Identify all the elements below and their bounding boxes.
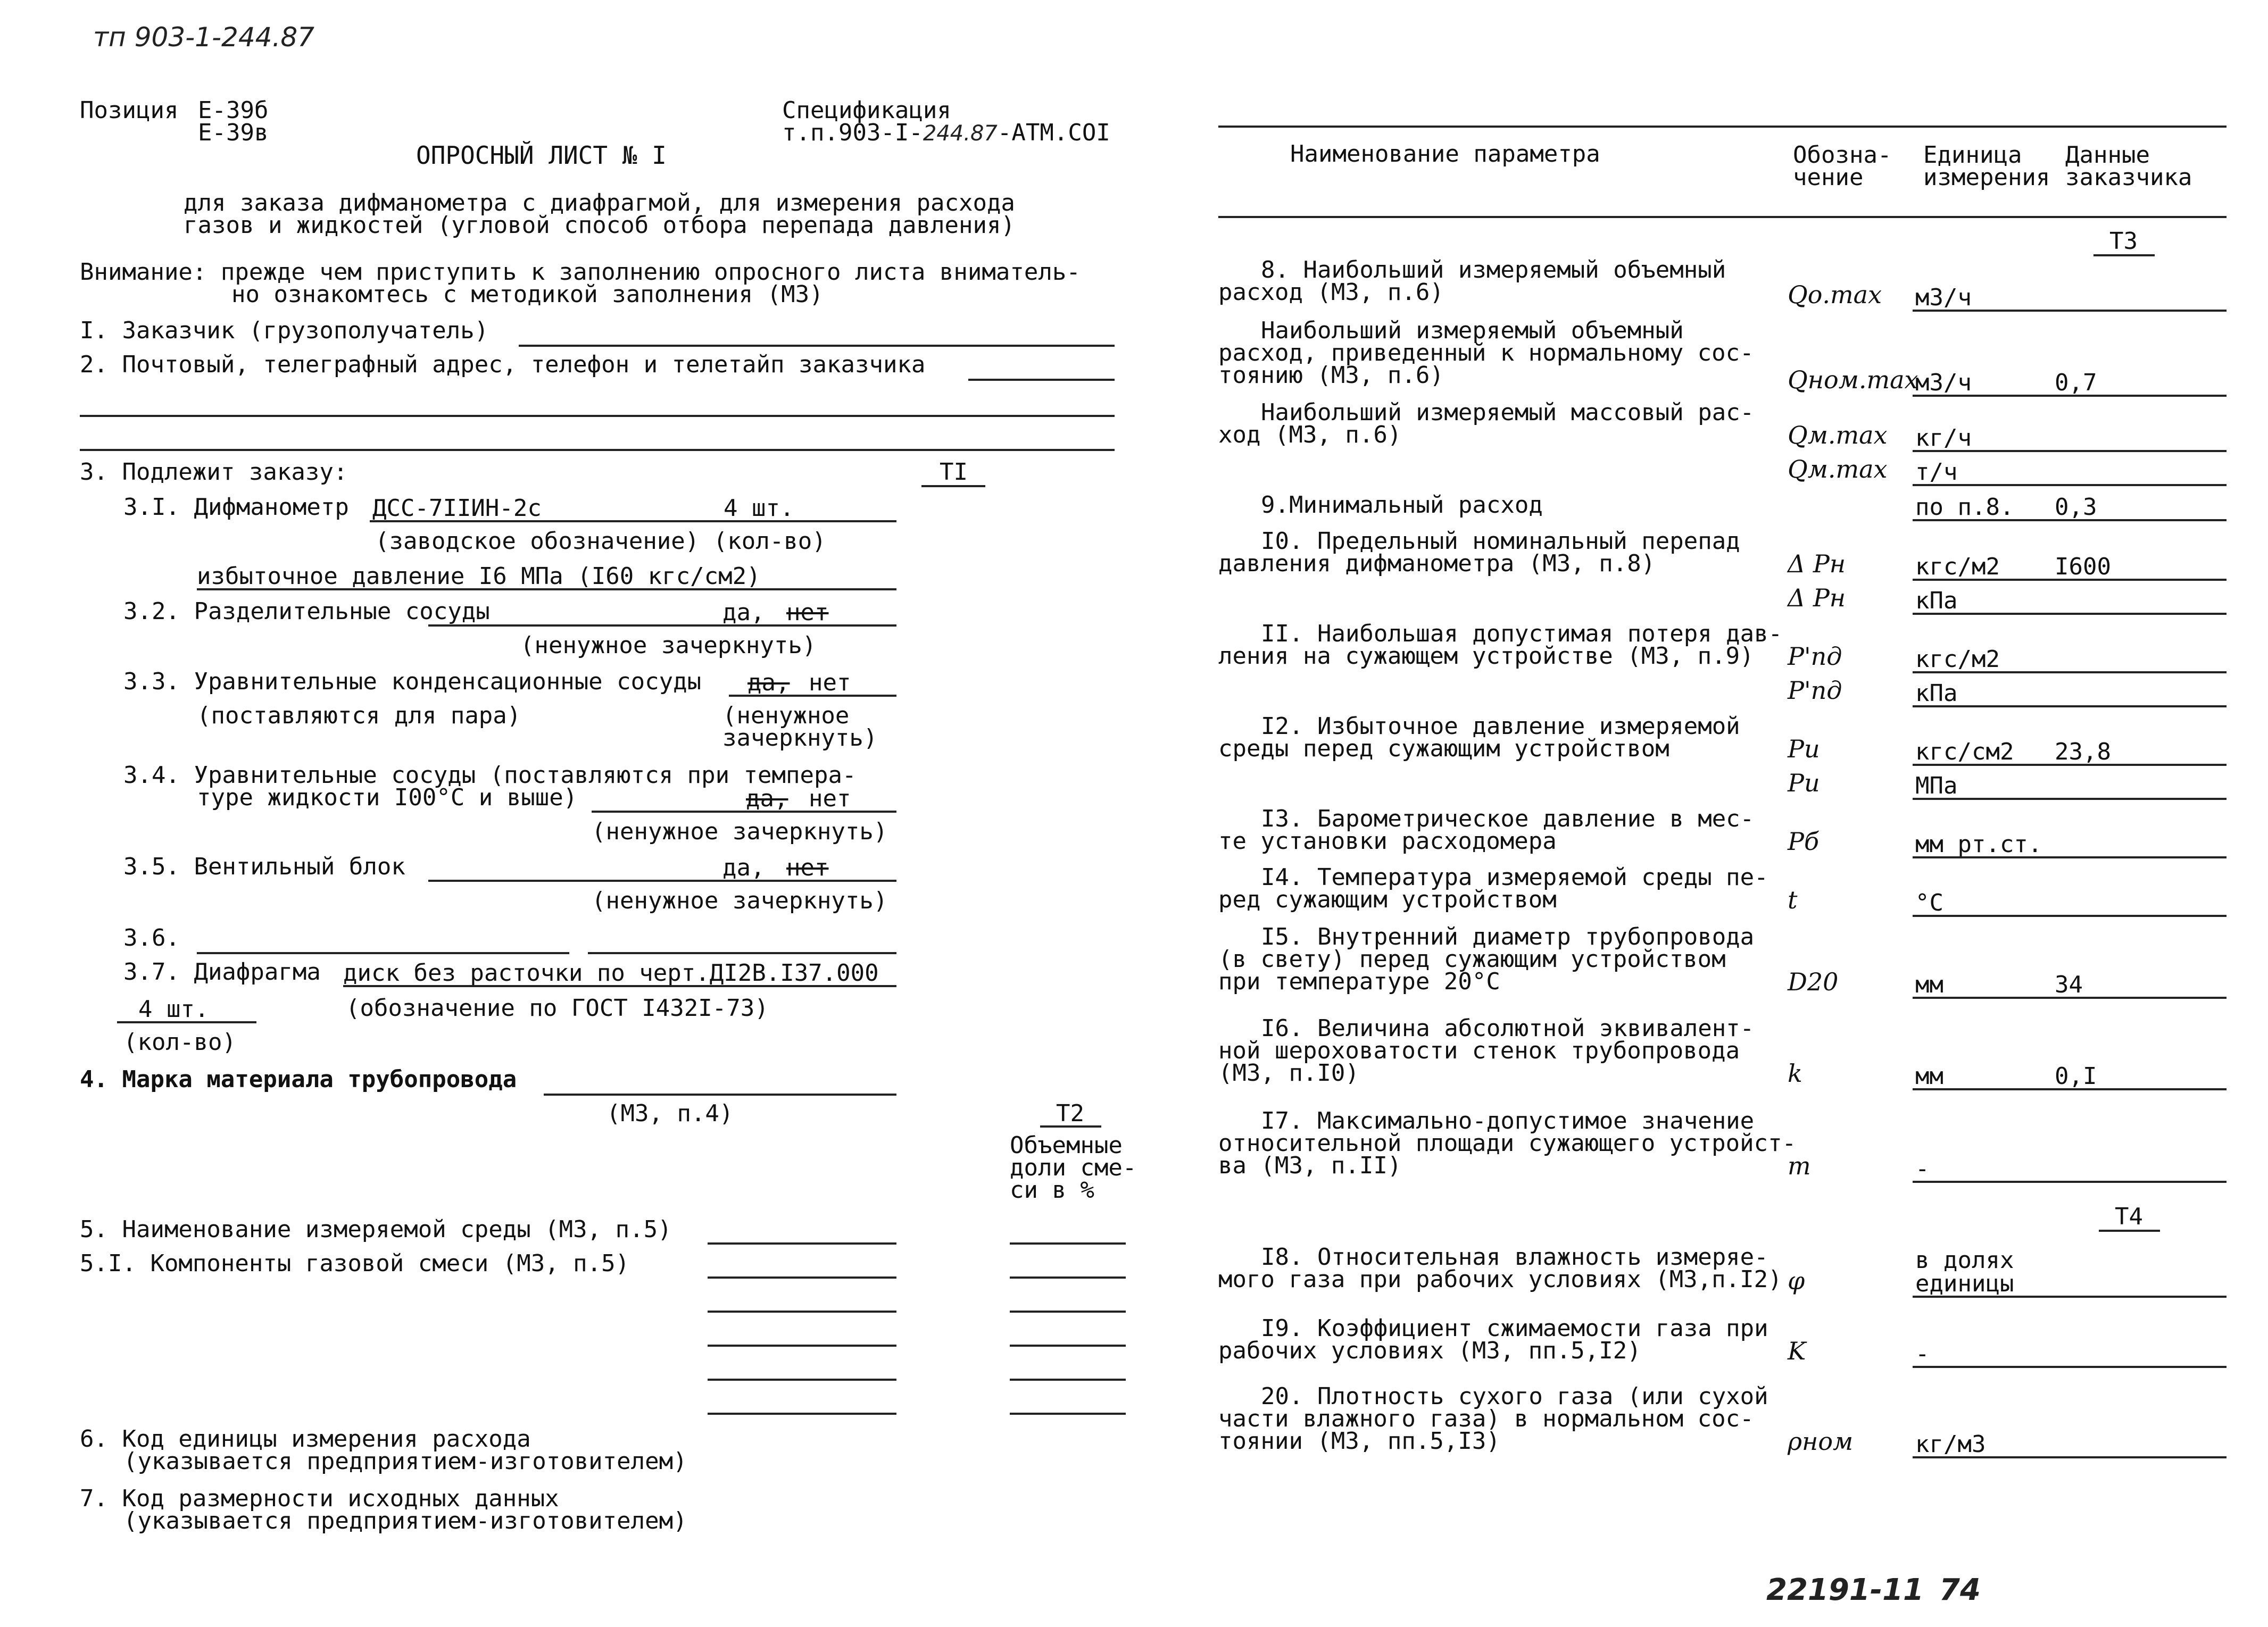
param-fill-line — [1913, 310, 2227, 312]
param-label-line: I2. Избыточное давление измеряемой — [1261, 713, 1740, 740]
item-4-note: (МЗ, п.4) — [607, 1100, 734, 1127]
param-symbol: Qм.max — [1788, 421, 1888, 449]
table-header-rule — [1218, 216, 2227, 218]
comp-frac-line-5 — [1010, 1413, 1126, 1415]
param-fill-line — [1913, 764, 2227, 766]
item-3-1-pressure: избыточное давление I6 МПа (I60 кгс/см2) — [197, 563, 761, 590]
spec-code: т.п.903-I-244.87-АТМ.СОI — [782, 119, 1110, 146]
item-7-line-2: (указывается предприятием-изготовителем) — [123, 1507, 687, 1534]
vol-frac-1: Объемные — [1010, 1132, 1123, 1159]
param-unit: м3/ч — [1915, 284, 1972, 311]
param-unit: кПа — [1915, 680, 1958, 707]
position-2: Е-39в — [198, 119, 269, 146]
param-fill-line — [1913, 671, 2227, 673]
param-symbol: D20 — [1788, 967, 1839, 996]
param-fill-line — [1913, 1296, 2227, 1298]
param-value: 34 — [2055, 971, 2083, 998]
col-unit-header-2: измерения — [1923, 164, 2050, 191]
param-label-line: ной шероховатости стенок трубопровода — [1218, 1037, 1740, 1064]
item-3-3-label: 3.3. Уравнительные конденсационные сосуды — [123, 668, 702, 695]
vol-frac-3: си в % — [1010, 1177, 1094, 1204]
param-fill-line — [1913, 705, 2227, 707]
param-label-line: Наибольший измеряемый объемный — [1261, 317, 1684, 344]
table-top-rule — [1218, 126, 2227, 128]
item-3-4-note: (ненужное зачеркнуть) — [592, 818, 888, 845]
item-3-1-qty: 4 шт. — [724, 495, 794, 522]
param-unit: - — [1915, 1155, 1930, 1182]
col-data-header-1: Данные — [2065, 141, 2150, 169]
param-fill-line — [1913, 798, 2227, 800]
item-6-line-2: (указывается предприятием-изготовителем) — [123, 1448, 687, 1475]
item-3-3-line — [729, 695, 896, 697]
param-symbol: Pи — [1788, 769, 1820, 797]
param-fill-line — [1913, 1456, 2227, 1458]
item-3-5-note: (ненужное зачеркнуть) — [592, 887, 888, 914]
footer-page: 74 — [1939, 1573, 1981, 1607]
param-value: 0,3 — [2055, 494, 2097, 521]
item-5-label: 5. Наименование измеряемой среды (МЗ, п.5) — [80, 1216, 672, 1243]
item-3-7-qty: 4 шт. — [138, 996, 209, 1023]
comp-frac-line-3 — [1010, 1345, 1126, 1347]
param-label-line: 9.Минимальный расход — [1261, 491, 1543, 519]
param-symbol: k — [1788, 1059, 1802, 1088]
param-label-line: I3. Барометрическое давление в мес- — [1261, 805, 1755, 832]
param-symbol: Pб — [1788, 827, 1820, 856]
param-unit: МПа — [1915, 772, 1958, 799]
comp-frac-line-2 — [1010, 1311, 1126, 1313]
param-symbol: Qо.max — [1788, 280, 1882, 309]
param-symbol: m — [1788, 1152, 1811, 1180]
param-unit: по п.8. — [1915, 494, 2014, 521]
item-6-line-1: 6. Код единицы измерения расхода — [80, 1425, 531, 1453]
param-symbol: φ — [1788, 1266, 1805, 1295]
param-value: I600 — [2055, 553, 2111, 580]
param-label-line: (в свету) перед сужающим устройством — [1218, 946, 1726, 973]
item-3-4-line — [592, 811, 896, 813]
item-3-4-line-1: 3.4. Уравнительные сосуды (поставляются при темпера- — [123, 762, 857, 789]
param-label-line: расход, приведенный к нормальному сос- — [1218, 339, 1754, 366]
item-2-line-2 — [80, 415, 1115, 417]
param-label-line: рабочих условиях (МЗ, пп.5,I2) — [1218, 1337, 1641, 1364]
param-symbol: K — [1788, 1337, 1806, 1365]
param-label-line: I0. Предельный номинальный перепад — [1261, 528, 1740, 555]
comp-frac-line-1 — [1010, 1276, 1126, 1279]
item-2-label: 2. Почтовый, телеграфный адрес, телефон и телетайп заказчика — [80, 351, 926, 378]
param-label-line: давления дифманометра (МЗ, п.8) — [1218, 550, 1656, 577]
param-unit: кгс/м2 — [1915, 646, 2000, 673]
item-3-3-strike-1: (ненужное — [722, 702, 850, 729]
param-label-line: (МЗ, п.I0) — [1218, 1059, 1359, 1087]
item-3-4-yes: да, — [746, 785, 788, 812]
param-unit: мм рт.ст. — [1915, 831, 2042, 858]
param-unit: кг/м3 — [1915, 1431, 1986, 1458]
attention-2: но ознакомтесь с методикой заполнения (МЗ) — [231, 281, 824, 308]
param-fill-line — [1913, 395, 2227, 397]
comp-line-2 — [708, 1311, 896, 1313]
item-3-label: 3. Подлежит заказу: — [80, 458, 348, 486]
item-3-2-label: 3.2. Разделительные сосуды — [123, 598, 490, 625]
param-value: 0,I — [2055, 1063, 2097, 1090]
page-title: ОПРОСНЫЙ ЛИСТ № I — [416, 141, 667, 170]
param-unit: мм — [1915, 1063, 1943, 1090]
t2-label: Т2 — [1056, 1100, 1084, 1127]
param-label-line: I4. Температура измеряемой среды пе- — [1261, 864, 1768, 891]
item-2-line — [968, 379, 1115, 381]
param-fill-line — [1913, 915, 2227, 917]
param-unit: кПа — [1915, 587, 1958, 614]
t3-label: Т3 — [2109, 228, 2138, 255]
item-3-6-line-2 — [588, 952, 896, 954]
param-label-line: тоянию (МЗ, п.6) — [1218, 362, 1444, 389]
position-label: Позиция — [80, 97, 179, 124]
param-fill-line — [1913, 856, 2227, 858]
param-label-line: тоянии (МЗ, пп.5,I3) — [1218, 1428, 1500, 1455]
param-fill-line — [1913, 1088, 2227, 1090]
subtitle-2: газов и жидкостей (угловой способ отбора перепада давления) — [184, 212, 1015, 239]
item-3-7-line — [343, 985, 896, 987]
param-symbol: Qм.max — [1788, 455, 1888, 483]
item-3-4-line-2: туре жидкости I00°С и выше) — [197, 784, 578, 811]
param-label-line: мого газа при рабочих условиях (МЗ,п.I2) — [1218, 1266, 1782, 1293]
t3-line — [2093, 254, 2155, 256]
t1-label: ТI — [940, 458, 968, 486]
item-3-6-label: 3.6. — [123, 924, 180, 952]
param-unit: единицы — [1915, 1270, 2014, 1297]
item-3-1-line — [370, 520, 896, 522]
item-3-1-pressure-line — [197, 588, 896, 590]
t4-label: Т4 — [2115, 1203, 2143, 1230]
item-3-3-note: (поставляются для пара) — [197, 702, 521, 729]
param-label-line: II. Наибольшая допустимая потеря дав- — [1261, 620, 1783, 647]
item-3-7-qty-line — [117, 1021, 256, 1023]
param-symbol: P'пд — [1788, 676, 1842, 705]
param-label-line: ход (МЗ, п.6) — [1218, 421, 1402, 448]
param-unit-line: в долях — [1915, 1247, 2014, 1274]
col-name-header: Наименование параметра — [1290, 140, 1600, 168]
item-3-6-line-1 — [197, 952, 569, 954]
col-sym-header-2: чение — [1793, 164, 1864, 191]
param-label-line: 8. Наибольший измеряемый объемный — [1261, 256, 1726, 283]
param-label-line: 20. Плотность сухого газа (или сухой — [1261, 1383, 1768, 1410]
item-3-1-note: (заводское обозначение) (кол-во) — [375, 528, 826, 555]
param-fill-line — [1913, 484, 2227, 486]
comp-line-3 — [708, 1345, 896, 1347]
item-4-line — [544, 1094, 896, 1096]
item-3-4-no: нет — [809, 785, 851, 812]
param-symbol: Δ Pн — [1788, 583, 1846, 612]
param-label-line: расход (МЗ, п.6) — [1218, 279, 1444, 306]
param-symbol: ρном — [1788, 1427, 1854, 1456]
item-3-3-strike-2: зачеркнуть) — [722, 724, 878, 752]
item-2-line-3 — [80, 449, 1115, 451]
item-5-frac-line — [1010, 1242, 1126, 1245]
item-3-7-value: диск без расточки по черт.ДI2В.I37.000 — [343, 959, 879, 987]
param-fill-line — [1913, 613, 2227, 615]
param-fill-line — [1913, 519, 2227, 521]
param-fill-line — [1913, 1366, 2227, 1368]
item-3-2-no: нет — [786, 599, 829, 626]
param-symbol: P'пд — [1788, 642, 1842, 671]
item-5-1-label: 5.I. Компоненты газовой смеси (МЗ, п.5) — [80, 1250, 630, 1277]
item-3-5-no: нет — [786, 854, 829, 881]
param-value: 23,8 — [2055, 738, 2111, 765]
col-unit-header-1: Единица — [1923, 141, 2022, 169]
item-3-1-label: 3.I. Дифманометр — [123, 494, 349, 521]
param-label-line: Наибольший измеряемый массовый рас- — [1261, 399, 1755, 426]
param-label-line: I9. Коэффициент сжимаемости газа при — [1261, 1315, 1768, 1342]
param-label-line: I7. Максимально-допустимое значение — [1261, 1107, 1755, 1134]
comp-line-4 — [708, 1379, 896, 1381]
col-sym-header-1: Обозна- — [1793, 141, 1892, 169]
t4-line — [2099, 1230, 2160, 1232]
param-fill-line — [1913, 997, 2227, 999]
param-label-line: I6. Величина абсолютной эквивалент- — [1261, 1015, 1755, 1042]
param-label-line: при температуре 20°С — [1218, 968, 1500, 995]
item-1-label: I. Заказчик (грузополучатель) — [80, 317, 489, 344]
comp-frac-line-4 — [1010, 1379, 1126, 1381]
vol-frac-2: доли сме- — [1010, 1154, 1137, 1181]
spec-label: Спецификация — [782, 97, 951, 124]
item-5-line — [708, 1242, 896, 1245]
param-fill-line — [1913, 579, 2227, 581]
item-1-line — [519, 345, 1115, 347]
param-label-line: I8. Относительная влажность измеряе- — [1261, 1244, 1768, 1271]
item-3-2-note: (ненужное зачеркнуть) — [520, 632, 817, 659]
param-symbol: Δ Pн — [1788, 549, 1846, 578]
param-unit: кг/ч — [1915, 424, 1972, 452]
param-unit: °С — [1915, 889, 1943, 916]
t2-line — [1040, 1125, 1101, 1128]
param-symbol: Qном.max — [1788, 365, 1918, 394]
item-3-5-yes: да, — [722, 854, 765, 881]
item-3-7-label: 3.7. Диафрагма — [123, 958, 321, 986]
t1-line — [921, 485, 985, 487]
subtitle-1: для заказа дифманометра с диафрагмой, для измерения расхода — [184, 189, 1015, 216]
param-fill-line — [1913, 1181, 2227, 1183]
comp-line-1 — [708, 1276, 896, 1279]
footer-number: 22191-11 — [1766, 1573, 1924, 1607]
item-3-3-yes: да, — [747, 669, 790, 696]
param-symbol: t — [1788, 886, 1798, 914]
attention-1: Внимание: прежде чем приступить к заполнению опросного листа вниматель- — [80, 258, 1081, 286]
param-unit: мм — [1915, 971, 1943, 998]
param-label-line: ред сужающим устройством — [1218, 886, 1557, 913]
col-data-header-2: заказчика — [2065, 164, 2192, 191]
param-fill-line — [1913, 450, 2227, 452]
param-label-line: I5. Внутренний диаметр трубопровода — [1261, 923, 1755, 950]
param-value: 0,7 — [2055, 369, 2097, 396]
param-label-line: ва (МЗ, п.II) — [1218, 1152, 1402, 1179]
param-unit: м3/ч — [1915, 369, 1972, 396]
item-3-2-yes: да, — [722, 599, 765, 626]
param-unit: кгс/м2 — [1915, 553, 2000, 580]
position-1: Е-39б — [198, 97, 269, 124]
param-unit: кгс/см2 — [1915, 738, 2014, 765]
param-label-line: те установки расходомера — [1218, 828, 1557, 855]
param-label-line: части влажного газа) в нормальном сос- — [1218, 1405, 1754, 1432]
param-label-line: среды перед сужающим устройством — [1218, 735, 1669, 762]
item-4-label: 4. Марка материала трубопровода — [80, 1066, 517, 1093]
param-symbol: Pи — [1788, 735, 1820, 763]
item-3-7-gost: (обозначение по ГОСТ I432I-73) — [346, 995, 769, 1022]
param-label-line: ления на сужающем устройстве (МЗ, п.9) — [1218, 643, 1754, 670]
item-3-5-label: 3.5. Вентильный блок — [123, 853, 405, 880]
comp-line-5 — [708, 1413, 896, 1415]
doc-code: тп 903-1-244.87 — [93, 22, 314, 53]
item-7-line-1: 7. Код размерности исходных данных — [80, 1485, 559, 1512]
param-label-line: относительной площади сужающего устройст- — [1218, 1130, 1797, 1157]
param-unit: т/ч — [1915, 458, 1958, 486]
item-3-3-no: нет — [809, 669, 851, 696]
item-3-7-qty-note: (кол-во) — [123, 1029, 236, 1056]
param-unit: - — [1915, 1340, 1930, 1367]
item-3-1-value: ДСС-7IIИН-2с — [372, 495, 542, 522]
